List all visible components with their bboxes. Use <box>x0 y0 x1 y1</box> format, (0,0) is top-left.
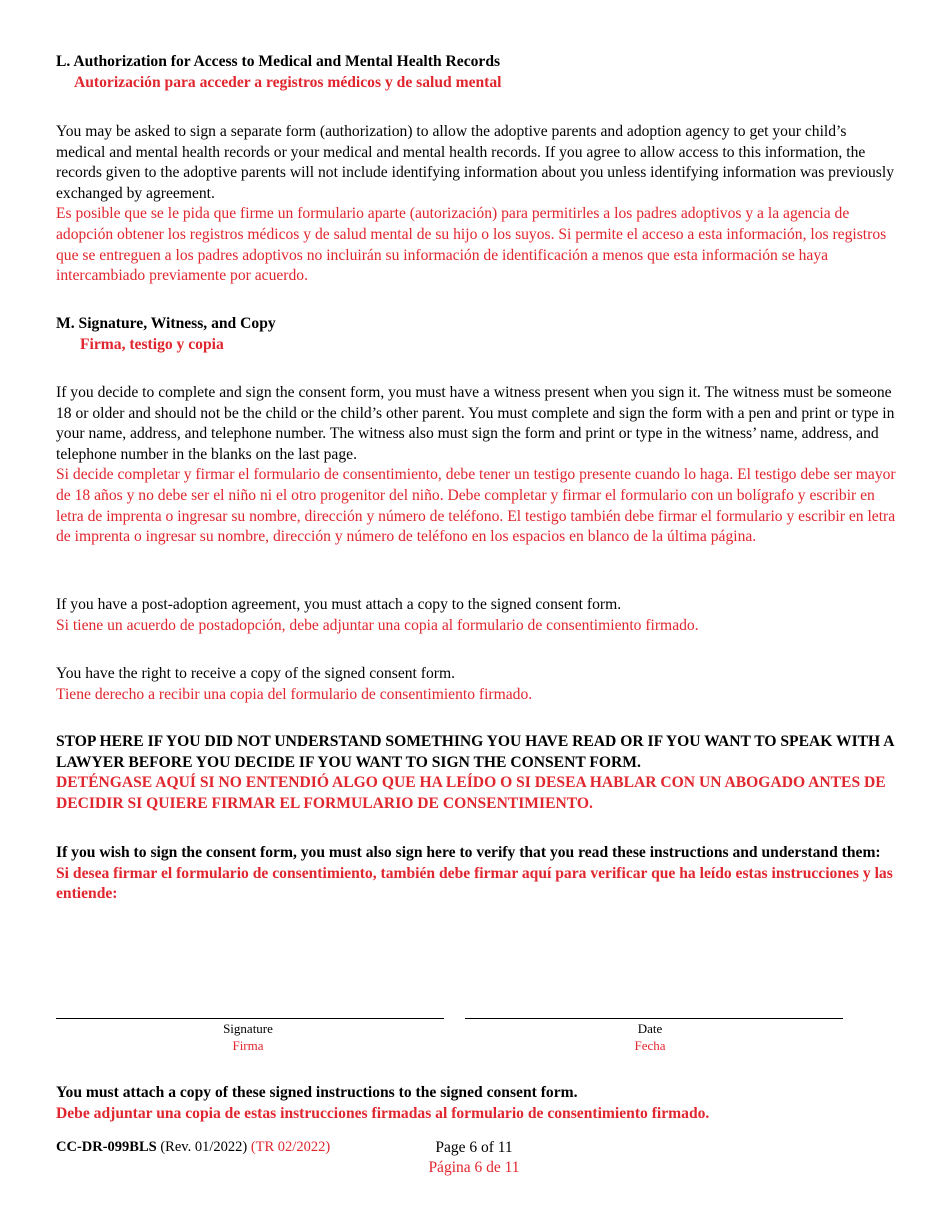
section-m-paragraph-agreement <box>56 595 896 636</box>
date-label-es: Fecha <box>634 1038 666 1053</box>
signature-line[interactable] <box>56 1018 444 1019</box>
witness-text-es: Si decide completar y firmar el formulario de consentimiento, debe tener un testigo presente cuando lo haga. El testigo debe ser mayor de 18 años y no debe ser el niño ni el otro progenitor del niño. Debe completar y firmar el formulario con un bolígrafo y escribir en letra de imprenta o ingresar su nombre, dirección y número de teléfono. El testigo también debe firmar el formulario y escribir en letra de imprenta o ingresar su nombre, dirección y número de teléfono en los espacios en blanco de la última página. <box>56 466 896 546</box>
section-m-title-en: M. Signature, Witness, and Copy <box>56 315 276 332</box>
section-m-title-es: Firma, testigo y copia <box>80 335 224 353</box>
date-line[interactable] <box>465 1018 843 1019</box>
copy-text-es: Tiene derecho a recibir una copia del formulario de consentimiento firmado. <box>56 685 533 703</box>
agreement-text-en: If you have a post-adoption agreement, you must attach a copy to the signed consent form. <box>56 596 622 613</box>
copy-text-en: You have the right to receive a copy of the signed consent form. <box>56 665 455 682</box>
attach-notice <box>56 1083 896 1124</box>
attach-notice-es: Debe adjuntar una copia de estas instrucciones firmadas al formulario de consentimiento firmado. <box>56 1104 710 1122</box>
signature-label-en: Signature <box>223 1021 273 1036</box>
form-code-footer <box>56 1138 330 1157</box>
verify-instructions <box>56 843 896 905</box>
verify-text-es: Si desea firmar el formulario de consentimiento, también debe firmar aquí para verificar que ha leído estas instrucciones y las entiende: <box>56 864 893 903</box>
page-number <box>360 1138 588 1178</box>
date-label-en: Date <box>637 1021 663 1036</box>
signature-label <box>56 1020 440 1054</box>
verify-text-en: If you wish to sign the consent form, you must also sign here to verify that you read these instructions and understand them: <box>56 844 881 861</box>
section-m-paragraph-copy <box>56 664 896 705</box>
date-label <box>465 1020 835 1054</box>
stop-notice <box>56 732 896 814</box>
section-l-heading <box>56 52 896 93</box>
translation-revision: (TR 02/2022) <box>250 1139 331 1155</box>
section-l-text-en: You may be asked to sign a separate form (authorization) to allow the adoptive parents and adoption agency to get your child’s medical and mental health records or your medical and mental health records. If you agree to allow access to this information, the records given to the adoptive parents will not include identifying information about you unless identifying information was previously exchanged by agreement. <box>56 123 894 202</box>
agreement-text-es: Si tiene un acuerdo de postadopción, debe adjuntar una copia al formulario de consentimiento firmado. <box>56 616 699 634</box>
section-m-paragraph-witness <box>56 383 896 548</box>
page-number-en: Page 6 of 11 <box>435 1139 513 1156</box>
signature-label-es: Firma <box>232 1038 264 1053</box>
section-l-text-es: Es posible que se le pida que firme un formulario aparte (autorización) para permitirles a los padres adoptivos y a la agencia de adopción obtener los registros médicos y de salud mental de su hijo o los suyos. Si permite el acceso a esta información, los registros que se entreguen a los padres adoptivos no incluirán su información de identificación a menos que esta información se haya intercambiado previamente por acuerdo. <box>56 205 887 285</box>
stop-notice-en: STOP HERE IF YOU DID NOT UNDERSTAND SOMETHING YOU HAVE READ OR IF YOU WANT TO SPEAK WITH A LAWYER BEFORE YOU DECIDE IF YOU WANT TO SIGN THE CONSENT FORM. <box>56 733 894 771</box>
page-number-es: Página 6 de 11 <box>428 1159 520 1176</box>
stop-notice-es: DETÉNGASE AQUÍ SI NO ENTENDIÓ ALGO QUE HA LEÍDO O SI DESEA HABLAR CON UN ABOGADO ANTES DE DECIDIR SI QUIERE FIRMAR EL FORMULARIO DE CONSENTIMIENTO. <box>56 774 886 812</box>
form-revision: (Rev. 01/2022) <box>160 1139 248 1155</box>
form-code: CC-DR-099BLS <box>56 1139 157 1155</box>
section-l-title-en: L. Authorization for Access to Medical and Mental Health Records <box>56 53 501 70</box>
section-l-title-es: Autorización para acceder a registros médicos y de salud mental <box>74 73 502 91</box>
section-l-paragraph <box>56 122 896 287</box>
section-m-heading <box>56 314 896 355</box>
witness-text-en: If you decide to complete and sign the consent form, you must have a witness present when you sign it. The witness must be someone 18 or older and should not be the child or the child’s other parent. You must complete and sign the form with a pen and print or type in your name, address, and telephone number. The witness also must sign the form and print or type in the witness’ name, address, and telephone number in the blanks on the last page. <box>56 384 895 463</box>
attach-notice-en: You must attach a copy of these signed instructions to the signed consent form. <box>56 1084 578 1101</box>
